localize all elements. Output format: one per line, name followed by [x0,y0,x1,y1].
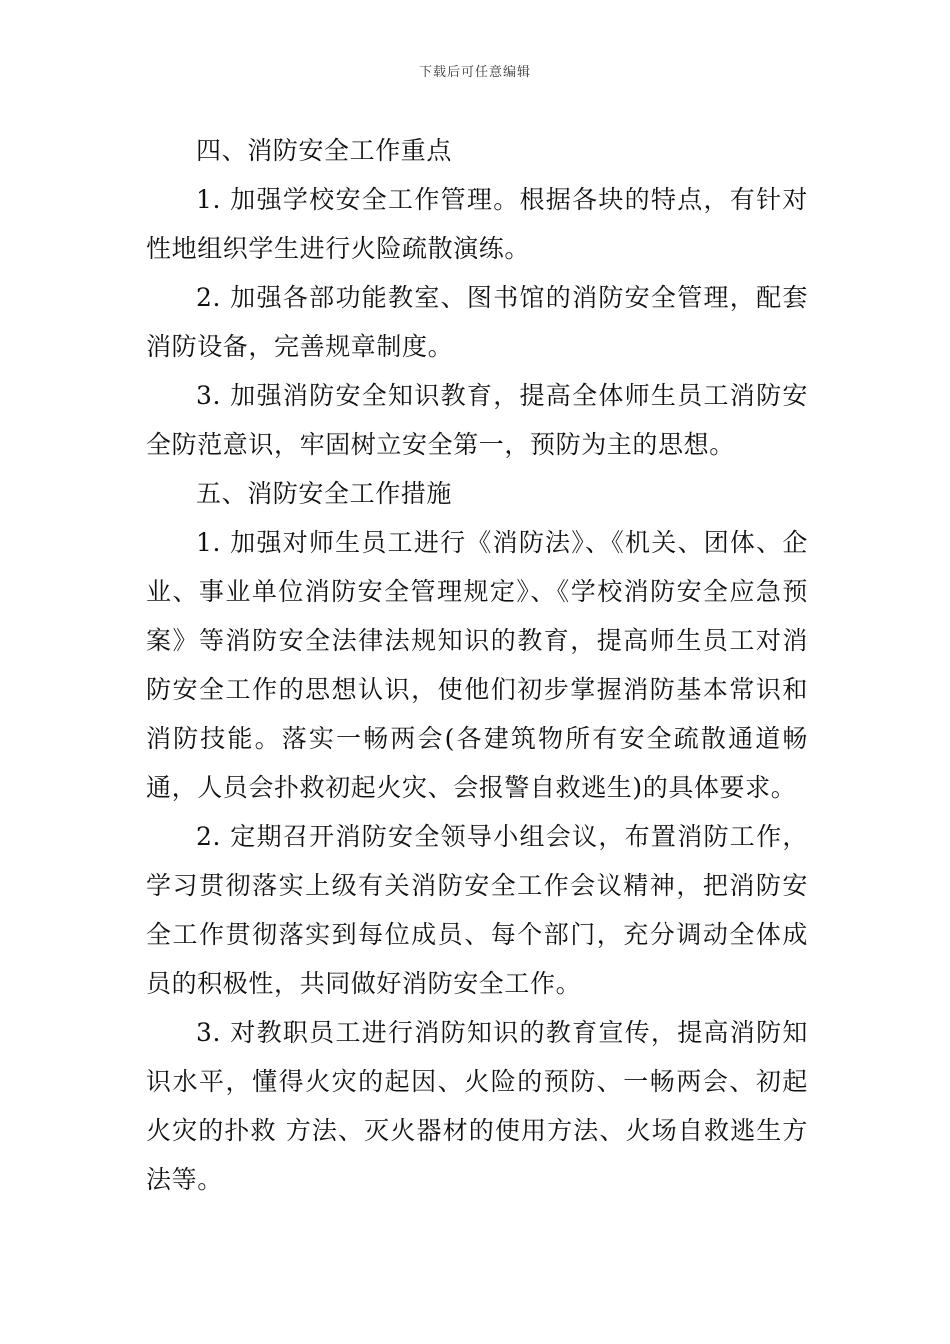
paragraph: 3. 加强消防安全知识教育，提高全体师生员工消防安全防范意识，牢固树立安全第一，预防为主的思想。 [146,381,808,459]
paragraph: 3. 对教职员工进行消防知识的教育宣传，提高消防知识水平，懂得火灾的起因、火险的预防、一畅两会、初起火灾的扑救 方法、灭火器材的使用方法、火场自救逃生方法等。 [146,1018,808,1194]
paragraph: 1. 加强对师生员工进行《消防法》、《机关、团体、企业、事业单位消防安全管理规定》、《学校消防安全应急预案》等消防安全法律法规知识的教育，提高师生员工对消防安全工作的思想认识，使他们初步掌握消防基本常识和消防技能。落实一畅两会(各建筑物所有安全疏散通道畅通，人员会扑救初起火灾、会报警自救逃生)的具体要求。 [146,528,808,802]
paragraph: 2. 定期召开消防安全领导小组会议，布置消防工作，学习贯彻落实上级有关消防安全工作会议精神，把消防安全工作贯彻落实到每位成员、每个部门，充分调动全体成员的积极性，共同做好消防安全工作。 [146,822,808,998]
paragraph: 2. 加强各部功能教室、图书馆的消防安全管理，配套消防设备，完善规章制度。 [146,283,808,361]
paragraph: 1. 加强学校安全工作管理。根据各块的特点，有针对性地组织学生进行火险疏散演练。 [146,185,808,263]
document-body [146,126,808,1204]
section-heading-4: 四、消防安全工作重点 [196,136,453,165]
page-header-note: 下载后可任意编辑 [418,65,531,80]
section-heading-5: 五、消防安全工作措施 [196,479,453,508]
